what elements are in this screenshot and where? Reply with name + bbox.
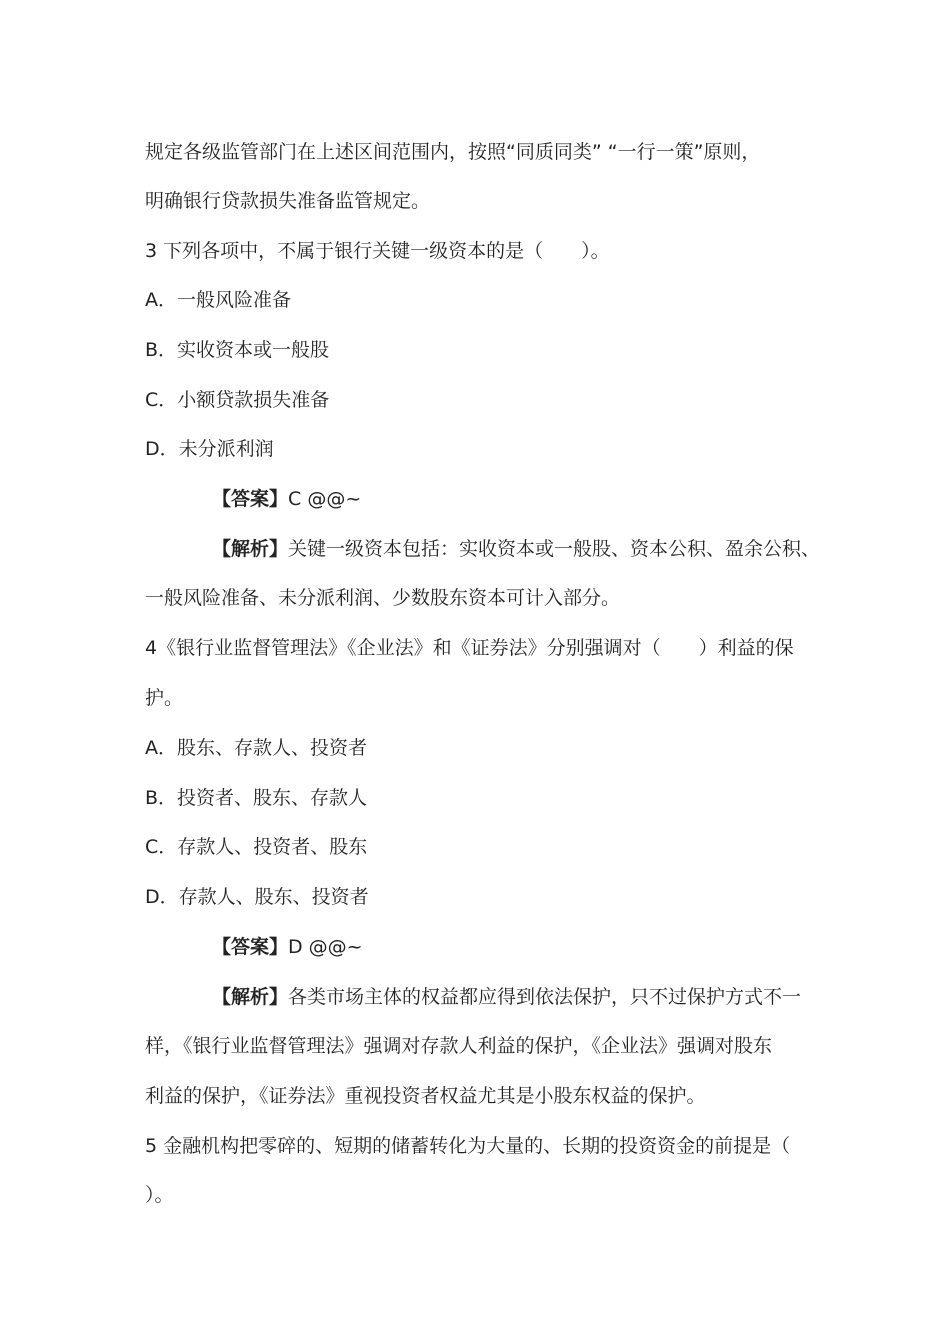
question-3-option-a (145, 287, 825, 313)
question-4-explanation-cont-2 (145, 1083, 825, 1109)
explanation-cont-text: 样，《银行业监督管理法》强调对存款人利益的保护，《企业法》强调对股东 (145, 1035, 773, 1057)
explanation-text: 各类市场主体的权益都应得到依法保护，只不过保护方式不一 (288, 986, 802, 1008)
explanation-text: 关键一级资本包括：实收资本或一般股、资本公积、盈余公积、 (288, 538, 821, 560)
answer-label: 【答案】 (212, 936, 289, 958)
question-5-stem-cont-text: ）。 (145, 1184, 174, 1206)
question-4-explanation-cont-1 (145, 1033, 825, 1059)
explanation-cont-text: 利益的保护，《证券法》重视投资者权益尤其是小股东权益的保护。 (145, 1085, 706, 1107)
question-4-option-a (145, 735, 825, 761)
answer-label: 【答案】 (212, 488, 289, 510)
text-line-2 (145, 188, 825, 214)
question-4-option-c (145, 834, 825, 860)
question-3-option-a-text: A．一般风险准备 (145, 289, 291, 311)
question-4-explanation (212, 984, 892, 1010)
question-4-option-c-text: C．存款人、投资者、股东 (145, 836, 368, 858)
question-5-stem-text: 5 金融机构把零碎的、短期的储蓄转化为大量的、长期的投资资金的前提是（ (145, 1135, 791, 1157)
question-4-option-d-text: D．存款人、股东、投资者 (145, 886, 369, 908)
question-3-option-b (145, 337, 825, 363)
question-4-option-b-text: B．投资者、股东、存款人 (145, 787, 368, 809)
question-3-stem-text: 3 下列各项中，不属于银行关键一级资本的是（ ）。 (145, 240, 610, 262)
text-line-1-content: 规定各级监管部门在上述区间范围内，按照“同质同类” “一行一策”原则， (145, 141, 761, 163)
explanation-cont-text: 一般风险准备、未分派利润、少数股东资本可计入部分。 (145, 587, 621, 609)
question-3-explanation (212, 536, 892, 562)
question-4-stem-cont (145, 685, 825, 711)
question-4-option-b (145, 785, 825, 811)
explanation-label: 【解析】 (212, 986, 289, 1008)
explanation-label: 【解析】 (212, 538, 289, 560)
question-5-stem (145, 1133, 825, 1159)
answer-value: C @@~ (288, 488, 362, 510)
question-3-answer (212, 486, 892, 512)
question-4-option-a-text: A．股东、存款人、投资者 (145, 737, 367, 759)
question-3-option-d-text: D．未分派利润 (145, 438, 274, 460)
question-4-answer (212, 934, 892, 960)
question-5-stem-cont (145, 1182, 825, 1208)
question-4-option-d (145, 884, 825, 910)
question-4-stem-text: 4《银行业监督管理法》《企业法》和《证券法》分别强调对（ ）利益的保 (145, 637, 794, 659)
question-3-option-b-text: B．实收资本或一般股 (145, 339, 330, 361)
text-line-1 (145, 139, 825, 165)
question-4-stem (145, 635, 825, 661)
text-line-2-content: 明确银行贷款损失准备监管规定。 (145, 190, 431, 212)
question-3-explanation-cont (145, 585, 825, 611)
question-3-option-d (145, 436, 825, 462)
question-4-stem-cont-text: 护。 (145, 687, 184, 709)
question-3-option-c-text: C．小额贷款损失准备 (145, 389, 330, 411)
question-3-option-c (145, 387, 825, 413)
answer-value: D @@~ (288, 936, 363, 958)
question-3-stem (145, 238, 825, 264)
